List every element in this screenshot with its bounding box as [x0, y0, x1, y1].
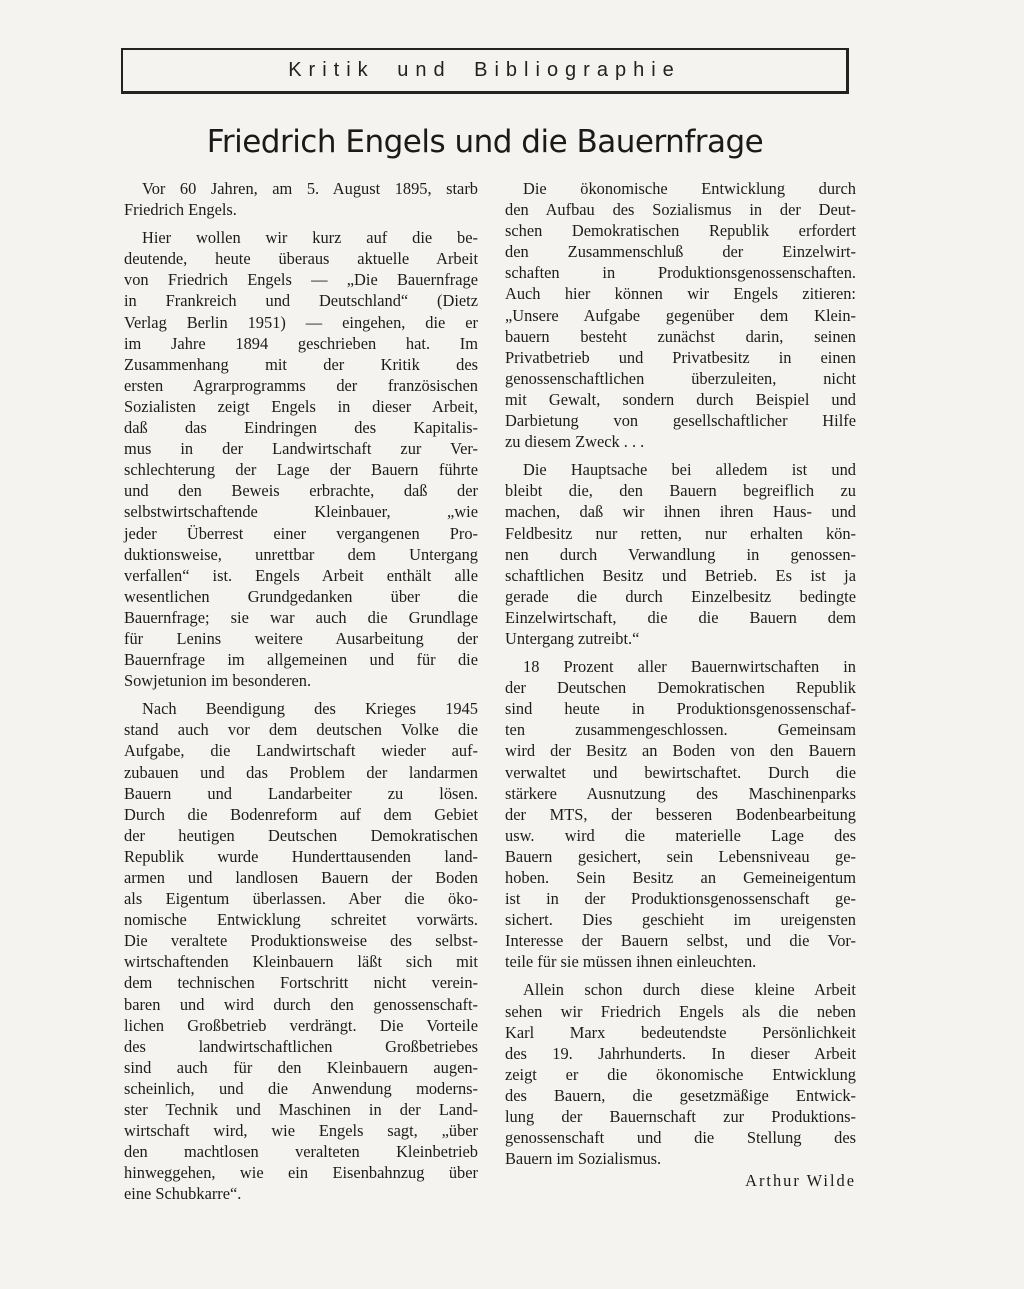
text-line: ist in der Produktionsgenossenschaft ge-	[505, 889, 856, 909]
text-line: sichert. Dies geschieht im ureigensten	[505, 910, 856, 930]
text-line: usw. wird die materielle Lage des	[505, 825, 856, 845]
text-line: mit Gewalt, sondern durch Beispiel und	[505, 389, 856, 409]
text-line: des landwirtschaftlichen Großbetriebes	[124, 1036, 478, 1056]
text-line: von Friedrich Engels — „Die Bauernfrage	[124, 270, 478, 290]
section-heading-box	[121, 48, 849, 94]
text-line: schaften in Produktionsgenossenschaften.	[505, 263, 856, 283]
text-line: des 19. Jahrhunderts. In dieser Arbeit	[505, 1043, 856, 1063]
text-line: gerade die durch Einzelbesitz bedingte	[505, 586, 856, 606]
text-line: sind auch für den Kleinbauern augen-	[124, 1057, 478, 1077]
text-line: jeder Überrest einer vergangenen Pro-	[124, 523, 478, 543]
text-line: genossenschaftlichen überzuleiten, nicht	[505, 368, 856, 388]
text-line: der MTS, der besseren Bodenbearbeitung	[505, 804, 856, 824]
text-line: Darbietung von gesellschaftlicher Hilfe	[505, 411, 856, 431]
text-line: Privatbetrieb und Privatbesitz in einen	[505, 347, 856, 367]
text-line: wesentlichen Grundgedanken über die	[124, 586, 478, 606]
text-line: Zusammenhang mit der Kritik des	[124, 354, 478, 374]
text-line: zeigt er die ökonomische Entwicklung	[505, 1064, 856, 1084]
text-line: Republik wurde Hunderttausenden land-	[124, 846, 478, 866]
text-line: zu diesem Zweck . . .	[505, 432, 645, 452]
text-line: Bauernfrage im allgemeinen und für die	[124, 650, 478, 670]
text-line: Hier wollen wir kurz auf die be-	[142, 228, 478, 248]
text-line: verfallen“ ist. Engels Arbeit enthält alle	[124, 565, 478, 585]
paragraph	[124, 227, 478, 691]
section-heading: Kritik und Bibliographie	[288, 59, 681, 81]
text-line: nen durch Verwandlung in genossen-	[505, 544, 856, 564]
text-line: Die Hauptsache bei alledem ist und	[523, 460, 856, 480]
text-line: Verlag Berlin 1951) — eingehen, die er	[124, 312, 478, 332]
text-line: zubauen und das Problem der landarmen	[124, 762, 478, 782]
text-line: Friedrich Engels.	[124, 200, 237, 220]
text-line: Bauernfrage; sie war auch die Grundlage	[124, 607, 478, 627]
text-line: in Frankreich und Deutschland“ (Dietz	[124, 291, 478, 311]
text-line: daß das Eindringen des Kapitalis-	[124, 418, 478, 438]
text-line: dem technischen Fortschritt nicht verein-	[124, 973, 478, 993]
text-line: Die veraltete Produktionsweise des selbst-	[124, 931, 478, 951]
text-line: lichen Großbetrieb verdrängt. Die Vorteile	[124, 1015, 478, 1035]
text-line: „Unsere Aufgabe gegenüber dem Klein-	[505, 305, 856, 325]
text-line: Bauern im Sozialismus.	[505, 1149, 662, 1169]
text-line: teile für sie müssen ihnen einleuchten.	[505, 952, 757, 972]
text-line: verwaltet und bewirtschaftet. Durch die	[505, 762, 856, 782]
text-line: hinweggehen, wie ein Eisenbahnzug über	[124, 1163, 478, 1183]
text-line: für Lenins weitere Ausarbeitung der	[124, 628, 478, 648]
text-line: der heutigen Deutschen Demokratischen	[124, 825, 478, 845]
text-line: deutende, heute überaus aktuelle Arbeit	[124, 249, 478, 269]
text-line: ster Technik und Maschinen in der Land-	[124, 1100, 478, 1120]
paragraph	[505, 459, 856, 649]
text-line: ersten Agrarprogramms der französischen	[124, 375, 478, 395]
paragraph	[505, 979, 856, 1169]
text-line: den Aufbau des Sozialismus in der Deut-	[505, 200, 856, 220]
text-line: bauern besteht zunächst darin, seinen	[505, 326, 856, 346]
text-line: armen und landlosen Bauern der Boden	[124, 868, 478, 887]
text-line: Bauern gesichert, sein Lebensniveau ge-	[505, 846, 856, 866]
author-signature: Arthur Wilde	[745, 1171, 856, 1191]
text-line: eine Schubkarre“.	[124, 1184, 242, 1204]
text-line: des Bauern, die gesetzmäßige Entwick-	[505, 1085, 856, 1105]
text-line: schen Demokratischen Republik erfordert	[505, 221, 856, 241]
text-line: stand auch vor dem deutschen Volke die	[124, 720, 478, 740]
text-line: 18 Prozent aller Bauernwirtschaften in	[523, 657, 856, 677]
text-line: sehen wir Friedrich Engels als die neben	[505, 1001, 856, 1021]
text-line: schlechterung der Lage der Bauern führte	[124, 460, 478, 480]
text-line: bleibt die, den Bauern begreiflich zu	[505, 481, 856, 501]
text-line: wirtschaftenden Kleinbauern läßt sich mit	[124, 952, 478, 972]
text-line: und den Beweis erbrachte, daß der	[124, 481, 478, 501]
text-line: Durch die Bodenreform auf dem Gebiet	[124, 804, 478, 824]
paragraph	[124, 178, 478, 220]
text-line: Einzelwirtschaft, die die Bauern dem	[505, 607, 856, 627]
paragraph	[124, 698, 478, 1204]
text-line: genossenschaft und die Stellung des	[505, 1128, 856, 1148]
text-line: Allein schon durch diese kleine Arbeit	[523, 980, 856, 1000]
text-line: als Eigentum überlassen. Aber die öko-	[124, 889, 478, 909]
text-line: machen, daß wir ihnen ihren Haus- und	[505, 502, 856, 522]
article-title: Friedrich Engels und die Bauernfrage	[206, 124, 764, 160]
text-line: Feldbesitz nur retten, nur erhalten kön-	[505, 523, 856, 543]
left-column	[124, 178, 478, 1205]
text-line: wird der Besitz an Boden von den Bauern	[505, 741, 856, 761]
text-line: wirtschaft wird, wie Engels sagt, „über	[124, 1121, 478, 1141]
text-line: den Zusammenschluß der Einzelwirt-	[505, 242, 856, 262]
text-line: Interesse der Bauern selbst, und die Vor-	[505, 931, 856, 951]
text-line: Sozialisten zeigt Engels in dieser Arbeit,	[124, 396, 478, 416]
text-line: mus in der Landwirtschaft zur Ver-	[124, 439, 478, 459]
text-line: Auch hier können wir Engels zitieren:	[505, 284, 856, 304]
text-line: scheinlich, und die Anwendung moderns-	[124, 1078, 478, 1098]
text-line: Aufgabe, die Landwirtschaft wieder auf-	[124, 741, 478, 761]
text-line: Untergang zutreibt.“	[505, 628, 640, 648]
text-line: den machtlosen veralteten Kleinbetrieb	[124, 1142, 478, 1162]
text-line: schaftlichen Besitz und Betrieb. Es ist ja	[505, 565, 856, 585]
text-line: duktionsweise, unrettbar dem Untergang	[124, 544, 478, 564]
paragraph	[505, 178, 856, 452]
text-line: hoben. Sein Besitz an Gemeineigentum	[505, 868, 856, 887]
right-column	[505, 178, 856, 1191]
text-line: Nach Beendigung des Krieges 1945	[142, 699, 478, 719]
text-line: Vor 60 Jahren, am 5. August 1895, starb	[142, 179, 478, 198]
text-line: baren und wird durch den genossenschaft-	[124, 994, 478, 1014]
text-line: Sowjetunion im besonderen.	[124, 671, 312, 691]
paragraph	[505, 656, 856, 972]
text-line: nomische Entwicklung schreitet vorwärts.	[124, 910, 478, 930]
text-line: Bauern und Landarbeiter zu lösen.	[124, 783, 478, 803]
text-line: lung der Bauernschaft zur Produktions-	[505, 1107, 856, 1127]
text-line: der Deutschen Demokratischen Republik	[505, 678, 856, 698]
text-line: selbstwirtschaftende Kleinbauer, „wie	[124, 502, 478, 522]
text-line: stärkere Ausnutzung des Maschinenparks	[505, 783, 856, 803]
text-line: sind heute in Produktionsgenossenschaf-	[505, 699, 856, 719]
text-line: ten zusammengeschlossen. Gemeinsam	[505, 720, 856, 740]
text-line: Karl Marx bedeutendste Persönlichkeit	[505, 1022, 856, 1042]
text-line: im Jahre 1894 geschrieben hat. Im	[124, 333, 478, 353]
text-line: Die ökonomische Entwicklung durch	[523, 179, 856, 198]
